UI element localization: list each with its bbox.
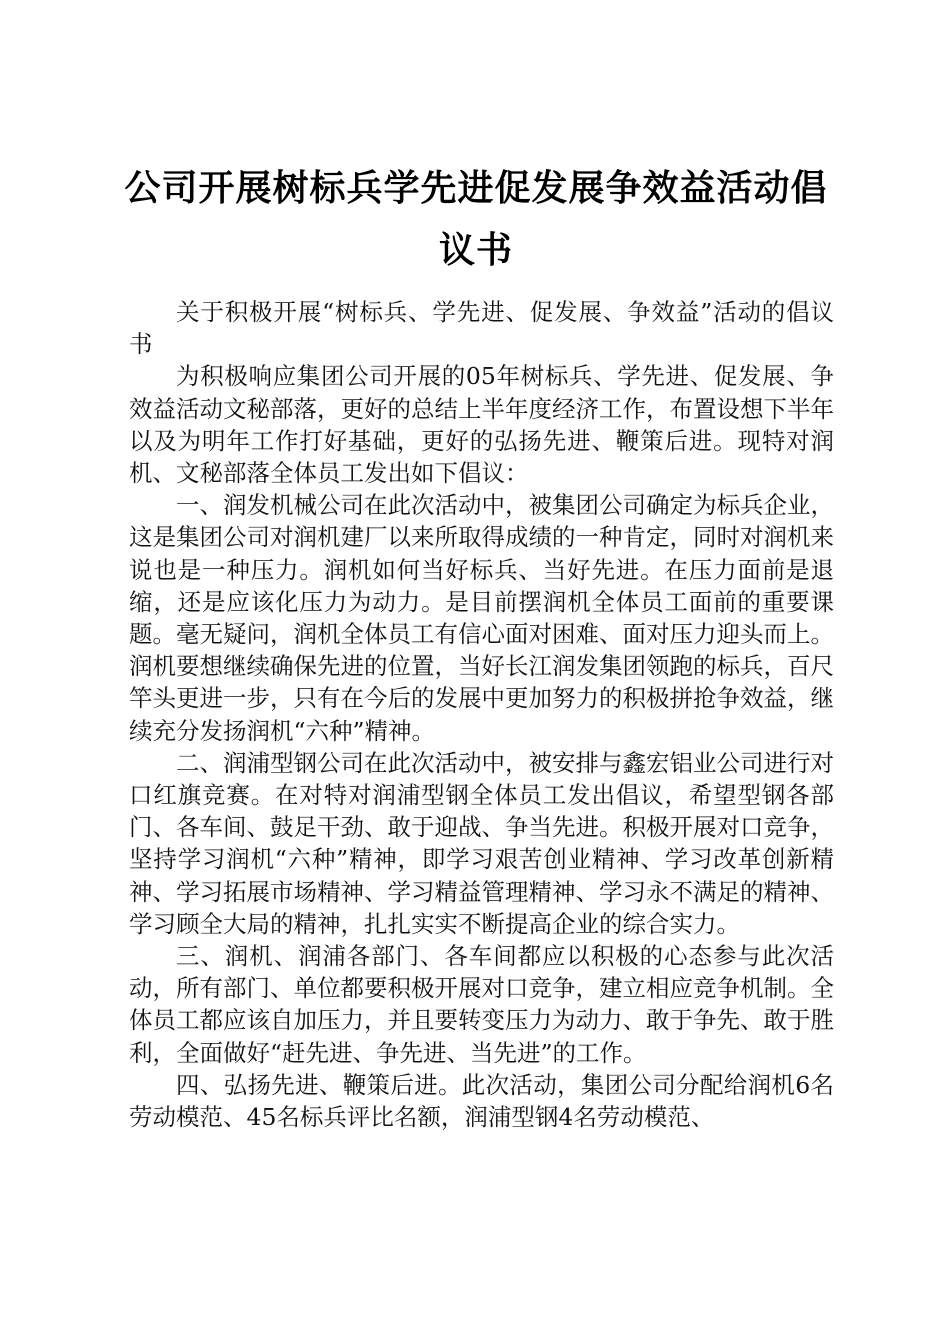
paragraph-item-4: 四、弘扬先进、鞭策后进。此次活动，集团公司分配给润机6名劳动模范、45名标兵评比名额，润浦型钢4名劳动模范、: [129, 1070, 834, 1132]
document-body: [129, 296, 834, 1133]
paragraph-item-3: 三、润机、润浦各部门、各车间都应以积极的心态参与此次活动，所有部门、单位都要积极开展对口竞争，建立相应竞争机制。全体员工都应该自加压力，并且要转变压力为动力、敢于争先、敢于胜利，全面做好“赶先进、争先进、当先进”的工作。: [129, 942, 834, 1067]
paragraph-intro: 为积极响应集团公司开展的05年树标兵、学先进、促发展、争效益活动文秘部落，更好的总结上半年度经济工作，布置设想下半年以及为明年工作打好基础，更好的弘扬先进、鞭策后进。现特对润机、文秘部落全体员工发出如下倡议：: [129, 362, 834, 488]
paragraph-item-1: 一、润发机械公司在此次活动中，被集团公司确定为标兵企业，这是集团公司对润机建厂以来所取得成绩的一种肯定，同时对润机来说也是一种压力。润机如何当好标兵、当好先进。在压力面前是退缩，还是应该化压力为动力。是目前摆润机全体员工面前的重要课题。毫无疑问，润机全体员工有信心面对困难、面对压力迎头而上。润机要想继续确保先进的位置，当好长江润发集团领跑的标兵，百尺竿头更进一步，只有在今后的发展中更加努力的积极拼抢争效益，继续充分发扬润机“六种”精神。: [129, 491, 834, 745]
document-title: 公司开展树标兵学先进促发展争效益活动倡议书: [124, 168, 828, 271]
paragraph-heading: 关于积极开展“树标兵、学先进、促发展、争效益”活动的倡议书: [129, 298, 834, 359]
paragraph-item-2: 二、润浦型钢公司在此次活动中，被安排与鑫宏铝业公司进行对口红旗竞赛。在对特对润浦型钢全体员工发出倡议，希望型钢各部门、各车间、鼓足干劲、敢于迎战、争当先进。积极开展对口竞争，坚持学习润机“六种”精神，即学习艰苦创业精神、学习改革创新精神、学习拓展市场精神、学习精益管理精神、学习永不满足的精神、学习顾全大局的精神，扎扎实实不断提高企业的综合实力。: [129, 748, 834, 938]
